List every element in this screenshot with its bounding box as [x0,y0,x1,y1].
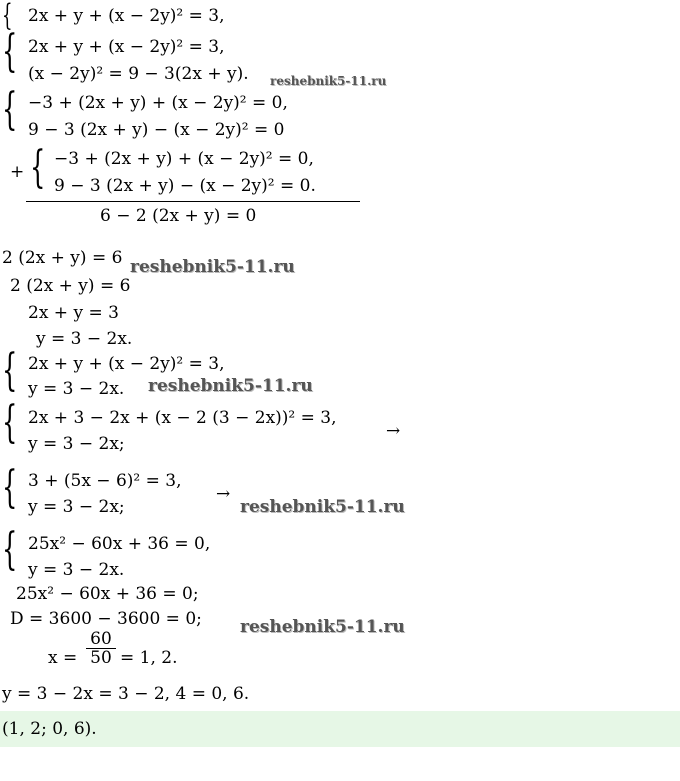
system7-line1: 25x² − 60x + 36 = 0, [28,534,211,554]
fraction-denominator: 50 [90,648,112,668]
system2-line2: 9 − 3 (2x + y) − (x − 2y)² = 0 [28,120,285,140]
arrow-right-icon: → [216,484,231,504]
fraction [86,630,116,667]
fraction-numerator: 60 [86,630,116,649]
system5-line2: y = 3 − 2x; [28,434,125,454]
brace-system-5: { [2,397,18,448]
steps2-line2: D = 3600 − 3600 = 0; [10,609,202,629]
watermark: reshebnik5-11.ru [270,74,387,88]
watermark: reshebnik5-11.ru [148,376,313,396]
system6-line1: 3 + (5x − 6)² = 3, [28,471,182,491]
plus-sign: + [10,162,25,182]
system5-line1: 2x + 3 − 2x + (x − 2 (3 − 2x))² = 3, [28,408,337,428]
brace-system-6: { [2,462,18,513]
system3-sum: 6 − 2 (2x + y) = 0 [100,206,257,226]
system3-line2: 9 − 3 (2x + y) − (x − 2y)² = 0. [54,176,316,196]
brace-system-4: { [2,345,18,396]
steps1-line4: y = 3 − 2x. [36,329,133,349]
watermark: reshebnik5-11.ru [130,257,295,277]
system1-line3: (x − 2y)² = 9 − 3(2x + y). [28,64,249,84]
system1-line2: 2x + y + (x − 2y)² = 3, [28,37,225,57]
sum-rule [26,201,360,202]
system4-line2: y = 3 − 2x. [28,379,125,399]
system7-line2: y = 3 − 2x. [28,560,125,580]
watermark: reshebnik5-11.ru [240,497,405,517]
x-label: x = [48,648,78,668]
brace-system-2: { [2,84,18,135]
system2-line1: −3 + (2x + y) + (x − 2y)² = 0, [28,93,288,113]
answer-box [0,711,680,747]
brace-system-7: { [2,524,18,575]
brace-system-1b: { [2,26,18,77]
answer-text: (1, 2; 0, 6). [2,719,97,739]
steps1-line3: 2x + y = 3 [28,303,119,323]
brace-system-3: { [30,142,46,193]
brace-system-1a: { [2,0,13,33]
arrow-right-icon: → [386,421,401,441]
x-value: = 1, 2. [120,648,178,668]
system3-line1: −3 + (2x + y) + (x − 2y)² = 0, [54,149,314,169]
system4-line1: 2x + y + (x − 2y)² = 3, [28,354,225,374]
system6-line2: y = 3 − 2x; [28,497,125,517]
steps1-line2: 2 (2x + y) = 6 [10,276,131,296]
y-line: y = 3 − 2x = 3 − 2, 4 = 0, 6. [2,684,250,704]
system1-line1: 2x + y + (x − 2y)² = 3, [28,6,225,26]
steps1-line1: 2 (2x + y) = 6 [2,248,123,268]
steps2-line1: 25x² − 60x + 36 = 0; [16,584,199,604]
watermark: reshebnik5-11.ru [240,617,405,637]
